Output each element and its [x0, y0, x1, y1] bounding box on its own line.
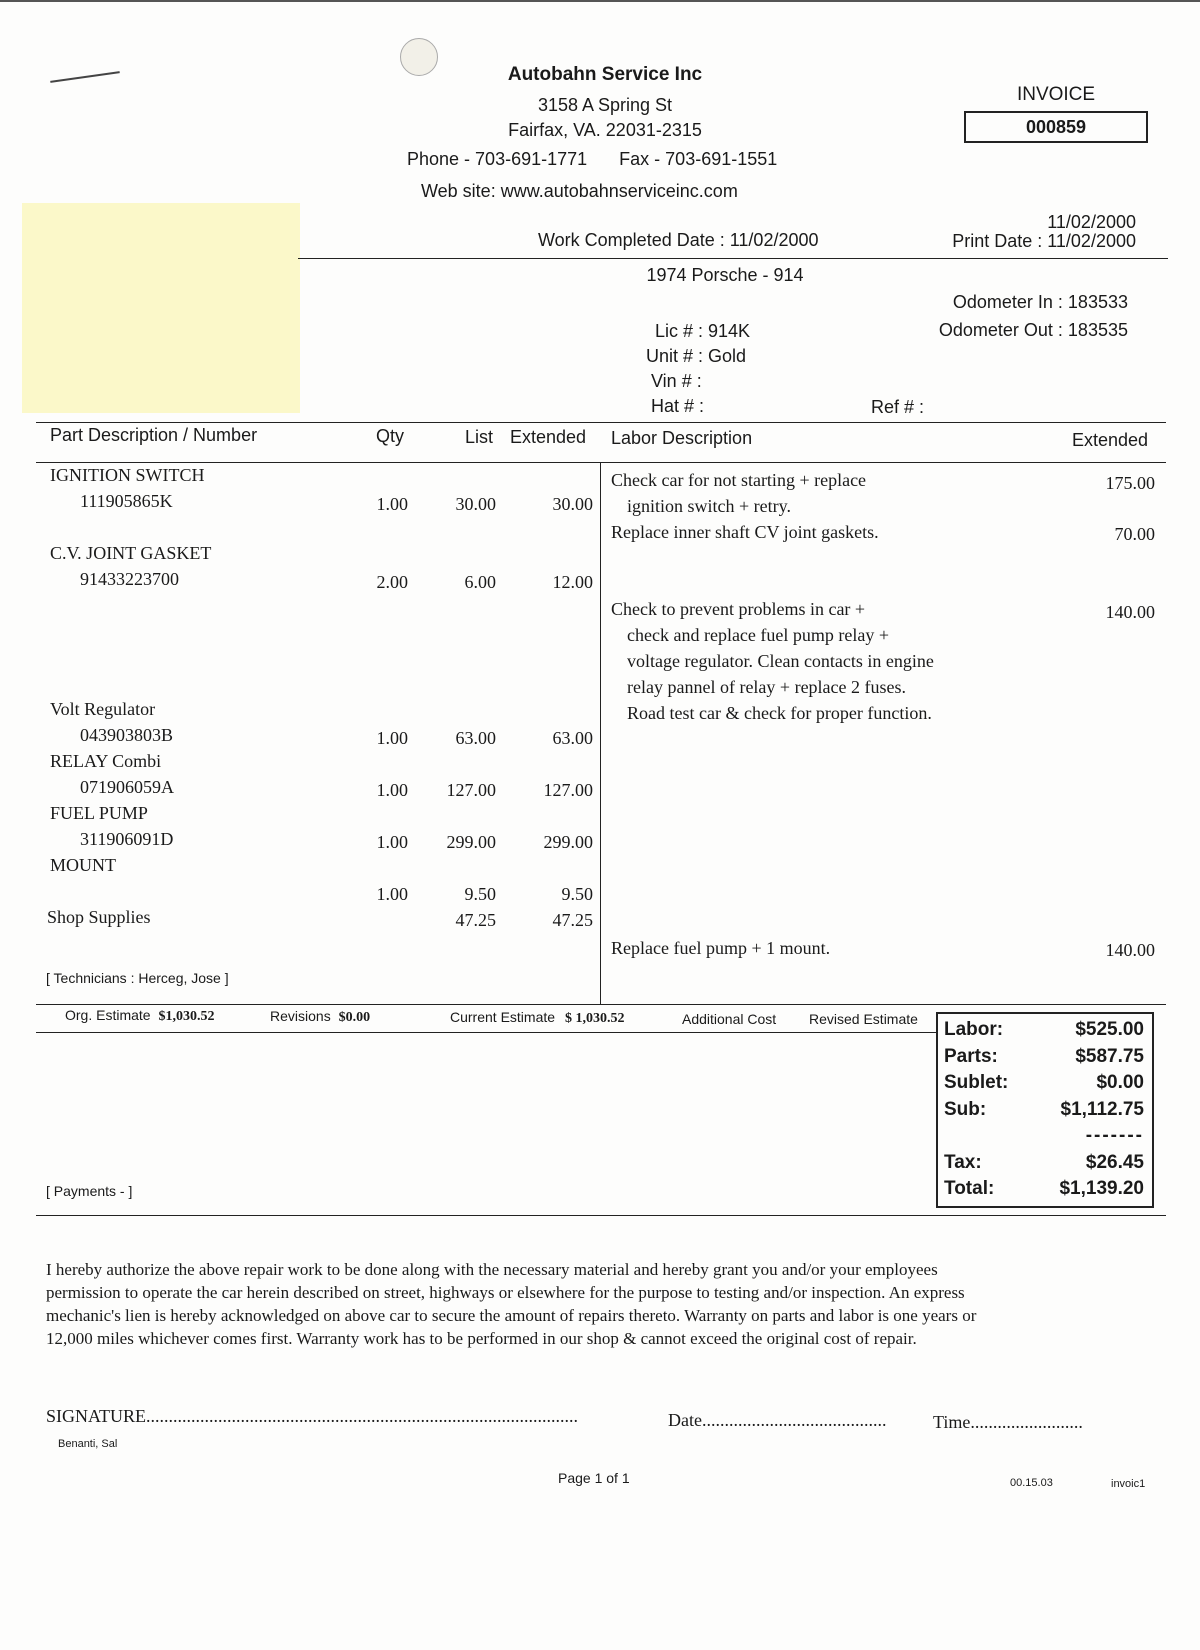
part-list: 6.00	[464, 572, 496, 592]
labor-line: check and replace fuel pump relay +	[627, 625, 890, 645]
header-part-description: Part Description / Number	[50, 425, 258, 445]
part-extended: 30.00	[552, 494, 593, 514]
invoice-label: INVOICE	[1016, 84, 1096, 105]
vin-number: Vin # :	[651, 371, 702, 391]
part-extended: 299.00	[543, 832, 593, 852]
labor-amount: 175.00	[1105, 473, 1155, 493]
part-name: Shop Supplies	[47, 907, 151, 927]
vehicle-description: 1974 Porsche - 914	[646, 265, 804, 285]
unit-number: Unit # : Gold	[646, 346, 747, 366]
part-name: Volt Regulator	[50, 699, 156, 719]
org-estimate-value: $1,030.52	[158, 1009, 215, 1024]
part-qty: 1.00	[376, 728, 408, 748]
technicians: [ Technicians : Herceg, Jose ]	[46, 970, 229, 986]
part-extended: 127.00	[543, 780, 593, 800]
labor-line: Replace fuel pump + 1 mount.	[611, 938, 831, 958]
revisions-value: $0.00	[338, 1010, 371, 1025]
service-writer: Benanti, Sal	[58, 1438, 118, 1450]
company-phone: Phone - 703-691-1771	[407, 149, 588, 169]
labor-line: relay pannel of relay + replace 2 fuses.	[627, 677, 907, 697]
labor-line: Replace inner shaft CV joint gaskets.	[611, 522, 879, 542]
company-website: Web site: www.autobahnserviceinc.com	[421, 181, 738, 201]
subtotal: $1,112.75	[1060, 1098, 1144, 1120]
part-number: 043903803B	[80, 725, 174, 745]
company-street: 3158 A Spring St	[537, 95, 673, 115]
payments: [ Payments - ]	[46, 1183, 133, 1199]
part-number: 071906059A	[80, 777, 174, 797]
current-estimate-value: $ 1,030.52	[564, 1011, 625, 1026]
top-border-mark	[0, 0, 1200, 2]
odometer-out: Odometer Out : 183535	[938, 320, 1128, 340]
part-qty: 1.00	[376, 780, 408, 800]
part-number: 311906091D	[80, 829, 174, 849]
labor-line: ignition switch + retry.	[627, 496, 791, 516]
page-number: Page 1 of 1	[558, 1470, 630, 1486]
part-qty: 2.00	[376, 572, 408, 592]
invoice-number-box	[964, 111, 1148, 143]
tax: $26.45	[1085, 1151, 1144, 1173]
form-name: invoic1	[1111, 1478, 1146, 1490]
authorization-line: mechanic's lien is hereby acknowledged on above car to secure the amount of repairs thereto. Warranty on parts and labor is one years or	[46, 1306, 977, 1325]
header-labor-extended: Extended	[1072, 430, 1149, 450]
license-number: Lic # : 914K	[655, 321, 751, 341]
header-list: List	[465, 427, 494, 447]
labor-total-label: Labor:	[944, 1019, 1004, 1040]
part-number: 111905865K	[80, 491, 173, 511]
sublet-total-label: Sublet:	[944, 1072, 1009, 1093]
odometer-in: Odometer In : 183533	[952, 292, 1128, 312]
parts-total: $587.75	[1075, 1045, 1144, 1067]
labor-amount: 140.00	[1105, 602, 1155, 622]
part-name: C.V. JOINT GASKET	[50, 543, 212, 563]
labor-line: Check car for not starting + replace	[611, 470, 867, 490]
work-completed-date: Work Completed Date : 11/02/2000	[538, 230, 819, 250]
hat-number: Hat # :	[651, 396, 705, 416]
part-extended: 9.50	[561, 884, 593, 904]
revisions-label: Revisions	[270, 1008, 331, 1024]
part-extended: 12.00	[552, 572, 593, 592]
part-list: 30.00	[455, 494, 496, 514]
part-name: RELAY Combi	[50, 751, 162, 771]
part-list: 127.00	[446, 780, 496, 800]
grand-total: $1,139.20	[1059, 1178, 1144, 1199]
time-field: Time.........................	[933, 1412, 1083, 1432]
staple-mark	[50, 71, 120, 83]
part-extended: 63.00	[552, 728, 593, 748]
sublet-total: $0.00	[1096, 1072, 1144, 1093]
revised-estimate-label: Revised Estimate	[809, 1011, 918, 1027]
current-estimate-label: Current Estimate	[450, 1009, 556, 1025]
part-number: 91433223700	[80, 569, 179, 589]
labor-amount: 140.00	[1105, 940, 1155, 960]
additional-cost-label: Additional Cost	[682, 1011, 777, 1027]
labor-line: Road test car & check for proper function.	[627, 703, 932, 723]
authorization-line: I hereby authorize the above repair work to be done along with the necessary material and hereby grant you and/or your employees	[46, 1260, 938, 1279]
org-estimate-label: Org. Estimate	[65, 1007, 151, 1023]
company-name: Autobahn Service Inc	[507, 64, 703, 85]
print-date: Print Date : 11/02/2000	[952, 231, 1136, 251]
grand-total-label: Total:	[944, 1178, 995, 1199]
part-qty: 1.00	[376, 884, 408, 904]
ref-number: Ref # :	[871, 397, 925, 417]
part-list: 9.50	[464, 884, 496, 904]
signature-field: SIGNATURE................................................................................................	[46, 1406, 579, 1426]
company-fax: Fax - 703-691-1551	[619, 149, 778, 169]
sticky-note	[22, 203, 300, 413]
labor-line: voltage regulator. Clean contacts in engine	[627, 651, 934, 671]
company-city: Fairfax, VA. 22031-2315	[508, 120, 702, 140]
header-extended: Extended	[510, 427, 587, 447]
parts-total-label: Parts:	[944, 1045, 998, 1067]
part-list: 63.00	[455, 728, 496, 748]
part-qty: 1.00	[376, 494, 408, 514]
part-name: IGNITION SWITCH	[50, 465, 205, 485]
part-extended: 47.25	[552, 910, 593, 930]
subtotal-label: Sub:	[944, 1098, 987, 1120]
part-name: FUEL PUMP	[50, 803, 148, 823]
header-qty: Qty	[376, 426, 405, 446]
authorization-line: permission to operate the car herein described on street, highways or elsewhere for the purpose to testing and/or inspection. An express	[46, 1283, 965, 1302]
part-qty: 1.00	[376, 832, 408, 852]
header-labor-description: Labor Description	[611, 428, 753, 448]
date-top: 11/02/2000	[1047, 212, 1136, 232]
labor-total: $525.00	[1075, 1019, 1144, 1040]
part-list: 47.25	[455, 910, 496, 930]
labor-amount: 70.00	[1114, 524, 1155, 544]
totals-dashes: -------	[1085, 1125, 1144, 1146]
labor-line: Check to prevent problems in car +	[611, 599, 866, 619]
form-version: 00.15.03	[1010, 1477, 1053, 1489]
part-name: MOUNT	[50, 855, 116, 875]
part-list: 299.00	[446, 832, 496, 852]
invoice-number: 000859	[1025, 117, 1087, 137]
tax-label: Tax:	[944, 1151, 982, 1173]
date-field: Date.........................................	[668, 1410, 887, 1430]
authorization-line: 12,000 miles whichever comes first. Warranty work has to be performed in our shop & cannot exceed the original cost of repair.	[46, 1329, 917, 1348]
